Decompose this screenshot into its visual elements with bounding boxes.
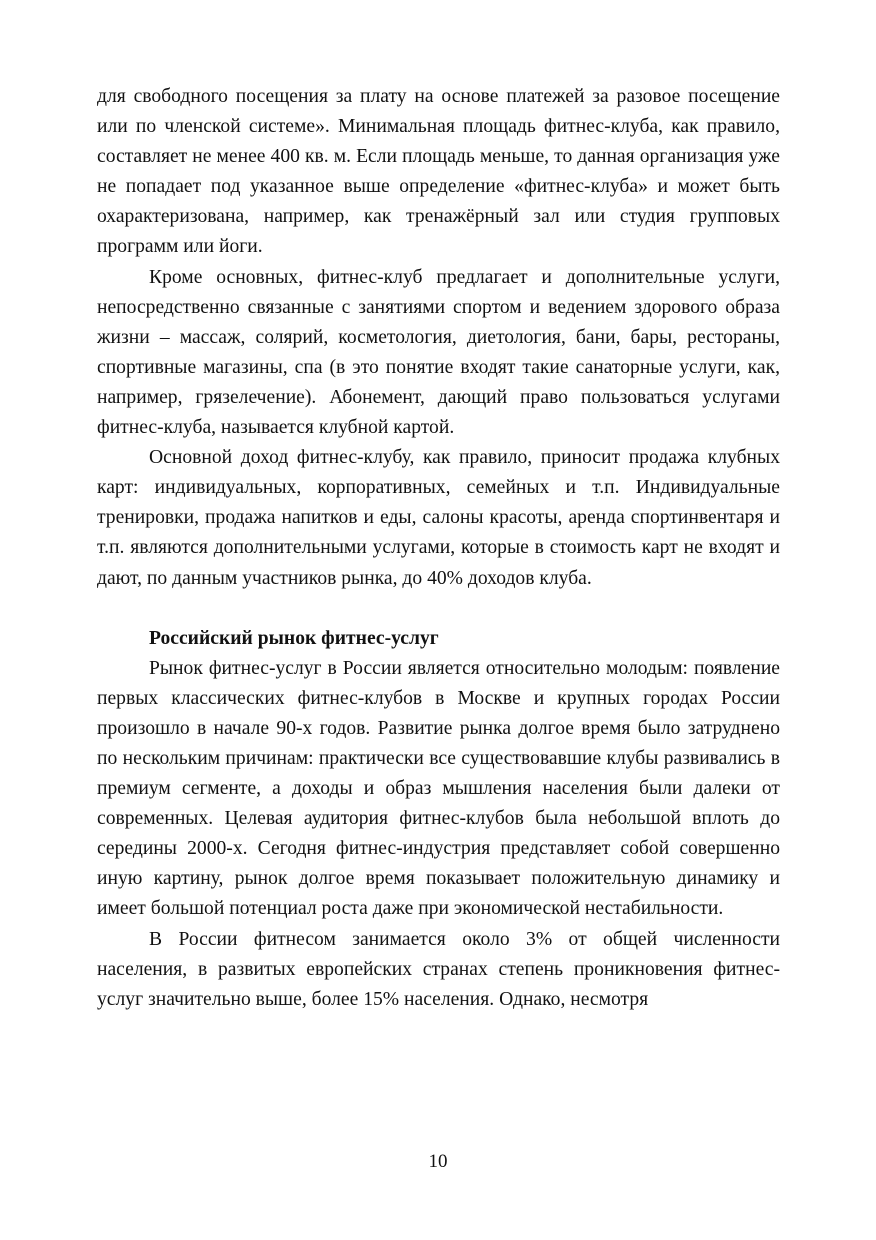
section-spacer (97, 594, 780, 624)
page-number: 10 (428, 1151, 448, 1172)
paragraph-continuation: для свободного посещения за плату на основе платежей за разовое посещение или по членской системе». Минимальная площадь фитнес-клуба, как правило, составляет не менее 400 кв. м. Если площадь меньше, то данная организация уже не попадает под указанное выше определение «фитнес-клуба» и может быть охарактеризована, например, как тренажёрный зал или студия групповых программ или йоги. (97, 86, 780, 258)
paragraph-russian-market: Рынок фитнес-услуг в России является относительно молодым: появление первых классических фитнес-клубов в Москве и крупных городах России произошло в начале 90-х годов. Развитие рынка долгое время было затруднено по нескольким причинам: практически все существовавшие клубы развивались в премиум сегменте, а доходы и образ мышления населения были далеки от современных. Целевая аудитория фитнес-клубов была небольшой вплоть до середины 2000-х. Сегодня фитнес-индустрия представляет собой совершенно иную картину, рынок долгое время показывает положительную динамику и имеет большой потенциал роста даже при экономической нестабильности. (97, 657, 780, 920)
paragraph-club-income: Основной доход фитнес-клубу, как правило, приносит продажа клубных карт: индивидуальных, корпоративных, семейных и т.п. Индивидуальные тренировки, продажа напитков и еды, салоны красоты, аренда спортинвентаря и т.п. являются дополнительными услугами, которые в стоимость карт не входят и дают, по данным участников рынка, до 40% доходов клуба. (97, 447, 780, 589)
page-content (97, 82, 780, 1015)
paragraph-fitness-penetration: В России фитнесом занимается около 3% от общей численности населения, в развитых европейских странах степень проникновения фитнес-услуг значительно выше, более 15% населения. Однако, несмотря (97, 928, 780, 1010)
paragraph-additional-services: Кроме основных, фитнес-клуб предлагает и дополнительные услуги, непосредственно связанные с занятиями спортом и ведением здорового образа жизни – массаж, солярий, косметология, диетология, бани, бары, рестораны, спортивные магазины, спа (в это понятие входят такие санаторные услуги, как, например, грязелечение). Абонемент, дающий право пользоваться услугами фитнес-клуба, называется клубной картой. (97, 266, 780, 439)
section-heading: Российский рынок фитнес-услуг (149, 627, 439, 649)
